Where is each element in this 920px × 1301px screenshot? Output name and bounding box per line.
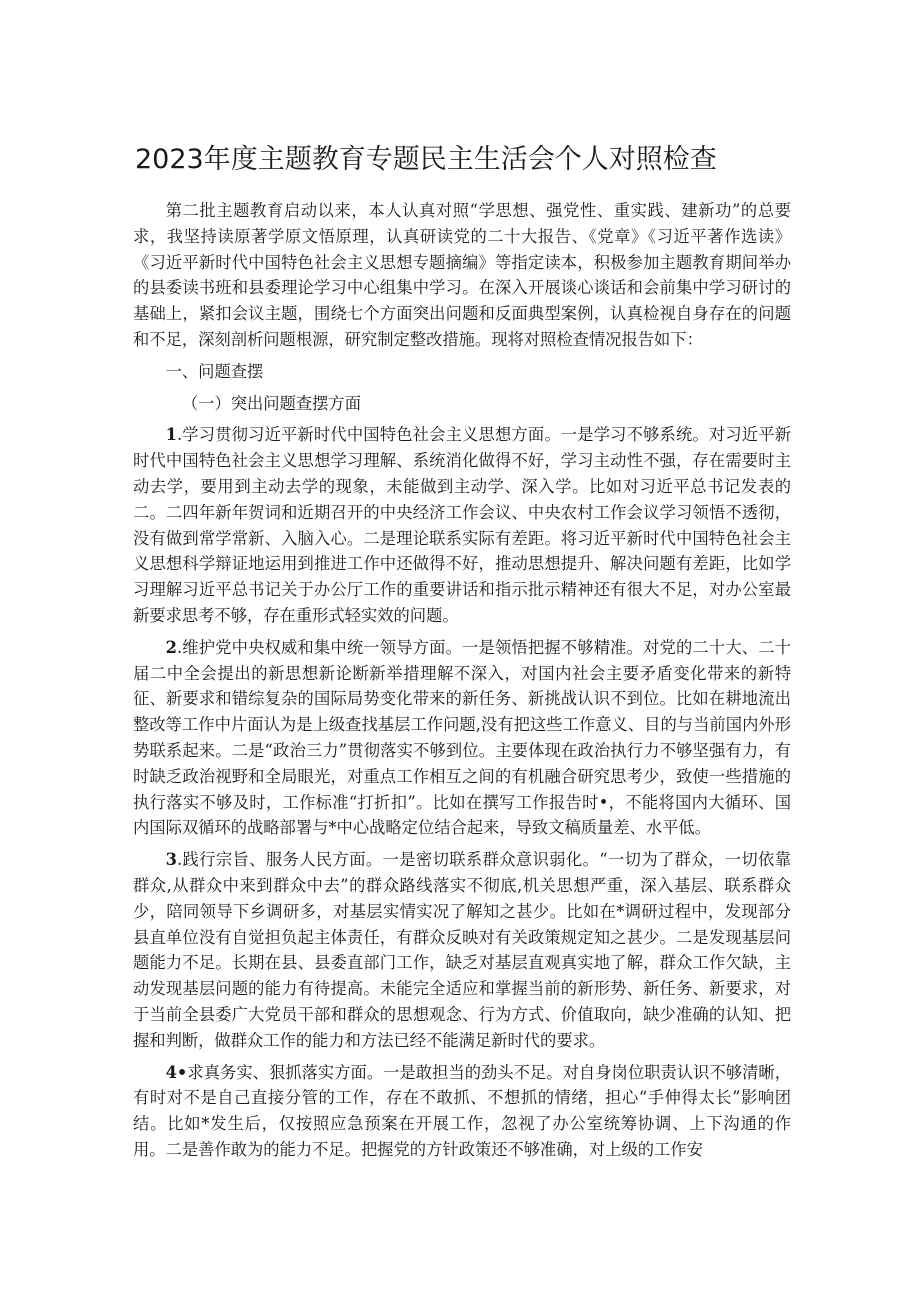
item-text: .维护党中央权威和集中统一领导方面。一是领悟把握不够精准。对党的二十大、二十届二中全会提出的新思想新论断新举措理解不深入，对国内社会主要矛盾变化带来的新特征、新要求和错综复杂的国际局势变化带来的新任务、新挑战认识不到位。比如在耕地流出整改等工作中片面认为是上级查找基层工作问题,没有把这些工作意义、目的与当前国内外形势联系起来。二是“政治三力”贯彻落实不够到位。主要体现在政治执行力不够坚强有力，有时缺乏政治视野和全局眼光，对重点工作相互之间的有机融合研究思考少，致使一些措施的执行落实不够及时，工作标准“打折扣”。比如在撰写工作报告时•，不能将国内大循环、国内国际双循环的战略部署与*中心战略定位结合起来，导致文稿质量差、水平低。 [133,637,791,838]
item-number: 1 [165,425,177,445]
subsection-heading: （一）突出问题查摆方面 [181,393,361,413]
item-text: .学习贯彻习近平新时代中国特色社会主义思想方面。一是学习不够系统。对习近平新时代中国特色社会主义思想学习理解、系统消化做得不好，学习主动性不强，存在需要时主动去学，要用到主动去学的现象，未能做到主动学、深入学。比如对习近平总书记发表的二。二四年新年贺词和近期召开的中央经济工作会议、中央农村工作会议学习领悟不透彻，没有做到常学常新、入脑入心。二是理论联系实际有差距。将习近平新时代中国特色社会主义思想科学辩证地运用到推进工作中还做得不好，推动思想提升、解决问题有差距，比如学习理解习近平总书记关于办公厅工作的重要讲话和指示批示精神还有很大不足，对办公室最新要求思考不够，存在重形式轻实效的问题。 [133,425,791,625]
item-text: 求真务实、狠抓落实方面。一是敢担当的劲头不足。对自身岗位职责认识不够清晰，有时对不是自己直接分管的工作，存在不敢抓、不想抓的情绪，担心“手伸得太长”影响团结。比如*发生后，仅按照应急预案在开展工作，忽视了办公室统筹协调、上下沟通的作用。二是善作敢为的能力不足。把握党的方针政策还不够准确，对上级的工作安 [133,1062,791,1159]
list-item [133,1060,791,1163]
list-item [133,847,791,1053]
intro-paragraph: 第二批主题教育启动以来，本人认真对照“学思想、强党性、重实践、建新功”的总要求，我坚持读原著学原文悟原理，认真研读党的二十大报告、《党章》《习近平著作选读》《习近平新时代中国特色社会主义思想专题摘编》等指定读本，积极参加主题教育期间举办的县委读书班和县委理论学习中心组集中学习。在深入开展谈心谈话和会前集中学习研讨的基础上，紧扣会议主题，围绕七个方面突出问题和反面典型案例，认真检视自身存在的问题和不足，深刻剖析问题根源，研究制定整改措施。现将对照检查情况报告如下： [133,201,791,349]
item-number: 3 [165,850,177,870]
document-body [133,198,791,1163]
item-number: 4• [165,1062,188,1082]
document-title: 2023年度主题教育专题民主生活会个人对照检查 [135,144,717,175]
list-item [133,422,791,628]
item-text: .践行宗旨、服务人民方面。一是密切联系群众意识弱化。“一切为了群众，一切依靠群众,从群众中来到群众中去”的群众路线落实不彻底,机关思想严重，深入基层、联系群众少，陪同领导下乡调研多，对基层实情实况了解知之甚少。比如在*调研过程中，发现部分县直单位没有自觉担负起主体责任，有群众反映对有关政策规定知之甚少。二是发现基层问题能力不足。长期在县、县委直部门工作，缺乏对基层直观真实地了解，群众工作欠缺，主动发现基层问题的能力有待提高。未能完全适应和掌握当前的新形势、新任务、新要求，对于当前全县委广大党员干部和群众的思想观念、行为方式、价值取向，缺少准确的认知、把握和判断，做群众工作的能力和方法已经不能满足新时代的要求。 [133,850,791,1050]
list-item [133,635,791,841]
item-number: 2 [165,637,177,657]
section-heading: 一、问题查摆 [165,361,264,381]
